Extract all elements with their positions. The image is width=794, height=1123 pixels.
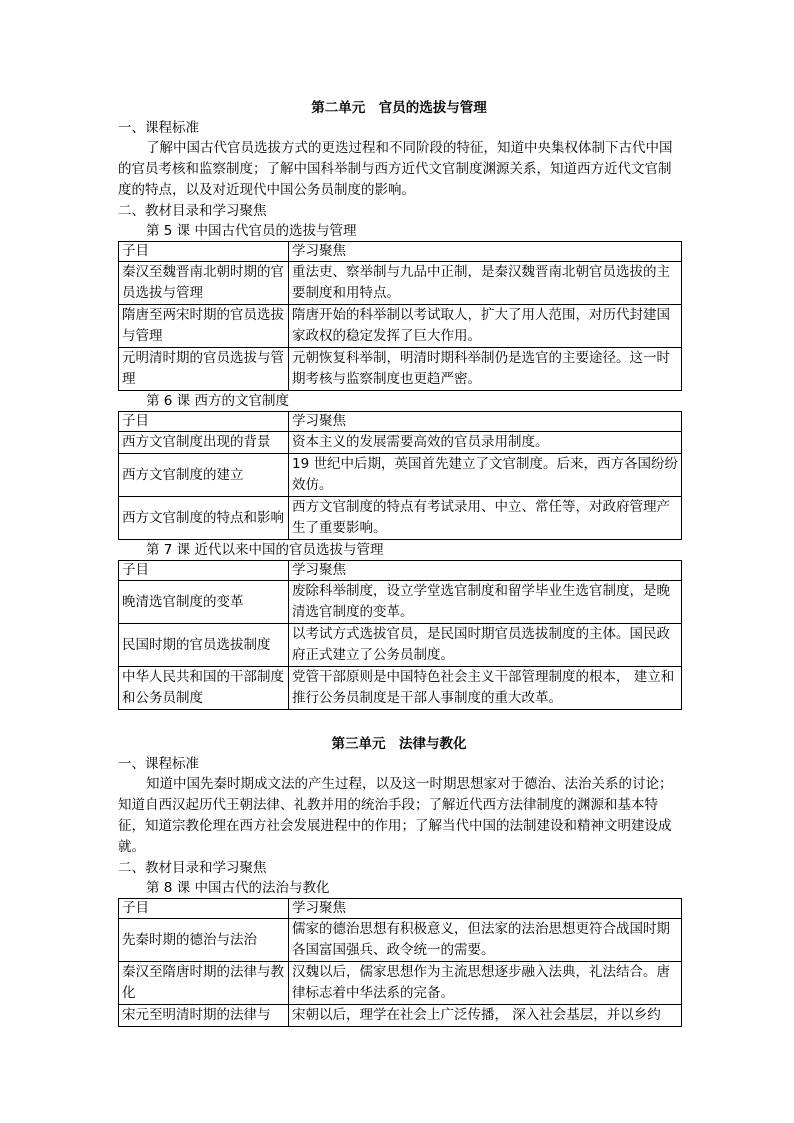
subtopic-cell: 中华人民共和国的干部制度和公务员制度	[119, 667, 289, 710]
unit-2-section-1-heading: 一、课程标准	[118, 120, 199, 136]
table-row	[119, 624, 682, 667]
unit-2-title: 第二单元 官员的选拔与管理	[311, 100, 487, 116]
subtopic-cell: 西方文官制度的建立	[119, 454, 289, 497]
header-cell-focus: 学习聚焦	[289, 412, 682, 432]
table-header-row	[119, 242, 682, 262]
subtopic-cell: 元明清时期的官员选拔与管理	[119, 348, 289, 391]
table-header-row	[119, 899, 682, 919]
subtopic-cell: 民国时期的官员选拔制度	[119, 624, 289, 667]
focus-cell: 元朝恢复科举制，明清时期科举制仍是选官的主要途径。这一时期考核与监察制度也更趋严密。	[289, 348, 682, 391]
focus-cell: 废除科举制度，设立学堂选官制度和留学毕业生选官制度，是晚清选官制度的变革。	[289, 581, 682, 624]
header-cell-subtopic: 子目	[119, 242, 289, 262]
focus-cell: 西方文官制度的特点有考试录用、中立、常任等，对政府管理产生了重要影响。	[289, 497, 682, 540]
table-header-row	[119, 412, 682, 432]
focus-cell: 重法吏、察举制与九品中正制，是秦汉魏晋南北朝官员选拔的主要制度和用特点。	[289, 262, 682, 305]
table-row	[119, 581, 682, 624]
unit-2-standard-paragraph: 了解中国古代官员选拔方式的更迭过程和不同阶段的特征，知道中央集权体制下古代中国的官员考核和监察制度；了解中国科举制与西方近代文官制度渊源关系，知道西方近代文官制度的特点，以及对近现代中国公务员制度的影响。	[118, 140, 673, 198]
header-cell-focus: 学习聚焦	[289, 561, 682, 581]
table-row	[119, 348, 682, 391]
focus-cell: 宋朝以后，理学在社会上广泛传播， 深入社会基层，并以乡约	[289, 1005, 682, 1027]
table-row	[119, 919, 682, 962]
table-row	[119, 667, 682, 710]
table-row	[119, 497, 682, 540]
subtopic-cell: 西方文官制度的特点和影响	[119, 497, 289, 540]
subtopic-cell: 宋元至明清时期的法律与	[119, 1005, 289, 1027]
lesson-6-table	[118, 411, 682, 540]
subtopic-cell: 秦汉至隋唐时期的法律与教化	[119, 962, 289, 1005]
subtopic-cell: 晚清选官制度的变革	[119, 581, 289, 624]
subtopic-cell: 先秦时期的德治与法治	[119, 919, 289, 962]
subtopic-cell: 秦汉至魏晋南北朝时期的官员选拔与管理	[119, 262, 289, 305]
header-cell-subtopic: 子目	[119, 561, 289, 581]
table-row	[119, 1005, 682, 1027]
table-row	[119, 962, 682, 1005]
focus-cell: 儒家的德治思想有积极意义，但法家的法治思想更符合战国时期各国富国强兵、政令统一的需要。	[289, 919, 682, 962]
table-row	[119, 305, 682, 348]
subtopic-cell: 隋唐至两宋时期的官员选拔与管理	[119, 305, 289, 348]
unit-3-title: 第三单元 法律与教化	[331, 736, 467, 752]
focus-cell: 19 世纪中后期，英国首先建立了文官制度。后来，西方各国纷纷效仿。	[289, 454, 682, 497]
focus-cell: 隋唐开始的科举制以考试取人，扩大了用人范围，对历代封建国家政权的稳定发挥了巨大作用。	[289, 305, 682, 348]
table-header-row	[119, 561, 682, 581]
lesson-7-table	[118, 560, 682, 710]
header-cell-focus: 学习聚焦	[289, 899, 682, 919]
focus-cell: 以考试方式选拔官员，是民国时期官员选拔制度的主体。国民政府正式建立了公务员制度。	[289, 624, 682, 667]
unit-3-section-2-heading: 二、教材目录和学习聚焦	[118, 860, 267, 876]
unit-2-section-2-heading: 二、教材目录和学习聚焦	[118, 203, 267, 219]
table-row	[119, 262, 682, 305]
lesson-8-title: 第 8 课 中国古代的法治与教化	[146, 880, 330, 896]
header-cell-subtopic: 子目	[119, 899, 289, 919]
lesson-5-table	[118, 241, 682, 391]
lesson-6-title: 第 6 课 西方的文官制度	[146, 393, 289, 409]
unit-3-section-1-heading: 一、课程标准	[118, 756, 199, 772]
lesson-5-title: 第 5 课 中国古代官员的选拔与管理	[146, 223, 357, 239]
focus-cell: 党管干部原则是中国特色社会主义干部管理制度的根本， 建立和推行公务员制度是干部人事制度的重大改革。	[289, 667, 682, 710]
table-row	[119, 454, 682, 497]
table-row	[119, 432, 682, 454]
lesson-7-title: 第 7 课 近代以来中国的官员选拔与管理	[146, 542, 384, 558]
focus-cell: 资本主义的发展需要高效的官员录用制度。	[289, 432, 682, 454]
content	[118, 98, 680, 1027]
lesson-8-table	[118, 898, 682, 1027]
focus-cell: 汉魏以后，儒家思想作为主流思想逐步融入法典，礼法结合。唐律标志着中华法系的完备。	[289, 962, 682, 1005]
header-cell-focus: 学习聚焦	[289, 242, 682, 262]
unit-3-standard-paragraph: 知道中国先秦时期成文法的产生过程，以及这一时期思想家对于德治、法治关系的讨论；知道自西汉起历代王朝法律、礼教并用的统治手段；了解近代西方法律制度的渊源和基本特征，知道宗教伦理在西方社会发展进程中的作用；了解当代中国的法制建设和精神文明建设成就。	[118, 776, 673, 855]
subtopic-cell: 西方文官制度出现的背景	[119, 432, 289, 454]
header-cell-subtopic: 子目	[119, 412, 289, 432]
section-gap	[118, 710, 680, 734]
